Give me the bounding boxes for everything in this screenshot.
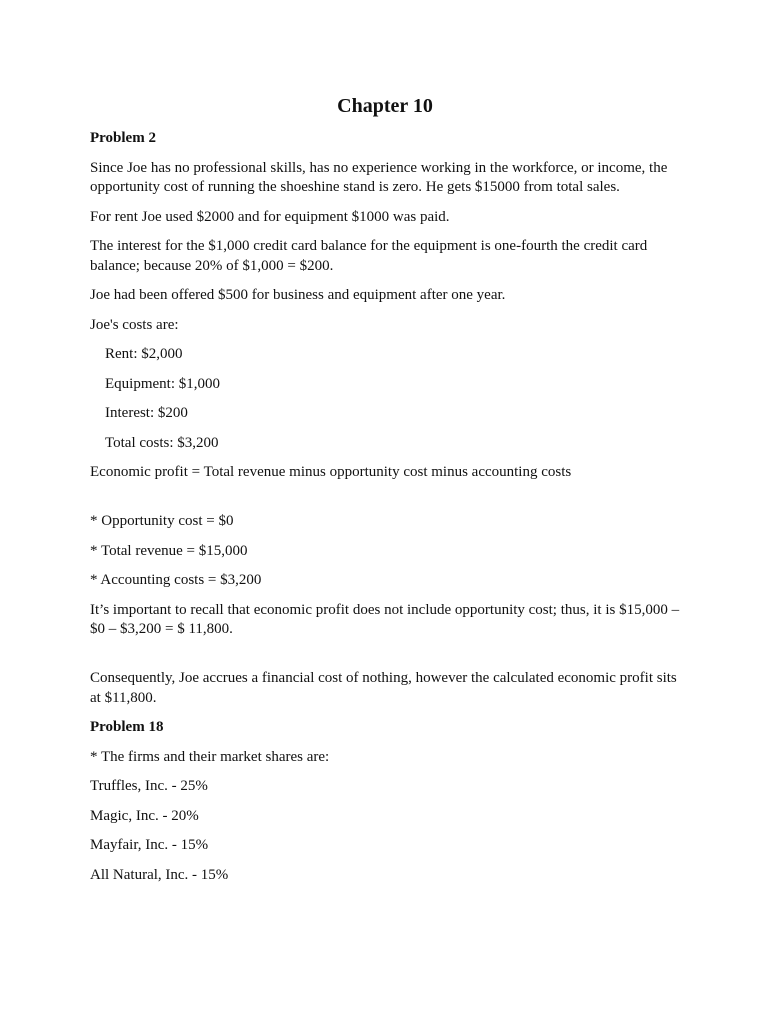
- chapter-title: Chapter 10: [337, 95, 433, 117]
- problem-2-heading: Problem 2: [90, 130, 156, 146]
- interest-paragraph: The interest for the $1,000 credit card balance for the equipment is one-fourth the credit card balance; because 20% of $1,000 = $200.: [90, 238, 648, 274]
- blank-line: [90, 650, 680, 670]
- firm-item-mayfair: Mayfair, Inc. - 15%: [90, 837, 209, 853]
- conclusion-paragraph: Consequently, Joe accrues a financial cost of nothing, however the calculated economic profit sits at $11,800.: [90, 670, 677, 706]
- recall-paragraph: It’s important to recall that economic profit does not include opportunity cost; thus, it is $15,000 – $0 – $3,200 = $ 11,800.: [90, 601, 680, 637]
- economic-profit-formula: Economic profit = Total revenue minus opportunity cost minus accounting costs: [90, 464, 572, 480]
- cost-item-total: Total costs: $3,200: [105, 434, 219, 451]
- firm-item-truffles: Truffles, Inc. - 25%: [90, 778, 208, 794]
- rent-equipment-paragraph: For rent Joe used $2000 and for equipment $1000 was paid.: [90, 208, 450, 225]
- cost-item-rent: Rent: $2,000: [105, 346, 183, 362]
- offer-paragraph: Joe had been offered $500 for business and equipment after one year.: [90, 287, 506, 303]
- problem-18-heading: Problem 18: [90, 719, 164, 735]
- problem-2-intro: Since Joe has no professional skills, has no experience working in the workforce, or income, the opportunity cost of running the shoeshine stand is zero. He gets $15000 from total sales.: [90, 159, 668, 195]
- costs-heading: Joe's costs are:: [90, 316, 179, 333]
- firm-item-magic: Magic, Inc. - 20%: [90, 807, 199, 824]
- blank-line: [90, 493, 680, 513]
- value-accounting-costs: * Accounting costs = $3,200: [90, 572, 262, 588]
- firm-item-all-natural: All Natural, Inc. - 15%: [90, 866, 229, 883]
- cost-item-equipment: Equipment: $1,000: [105, 375, 220, 392]
- value-opportunity-cost: * Opportunity cost = $0: [90, 513, 234, 529]
- value-total-revenue: * Total revenue = $15,000: [90, 542, 248, 559]
- problem-18-intro: * The firms and their market shares are:: [90, 748, 330, 765]
- cost-item-interest: Interest: $200: [105, 405, 188, 421]
